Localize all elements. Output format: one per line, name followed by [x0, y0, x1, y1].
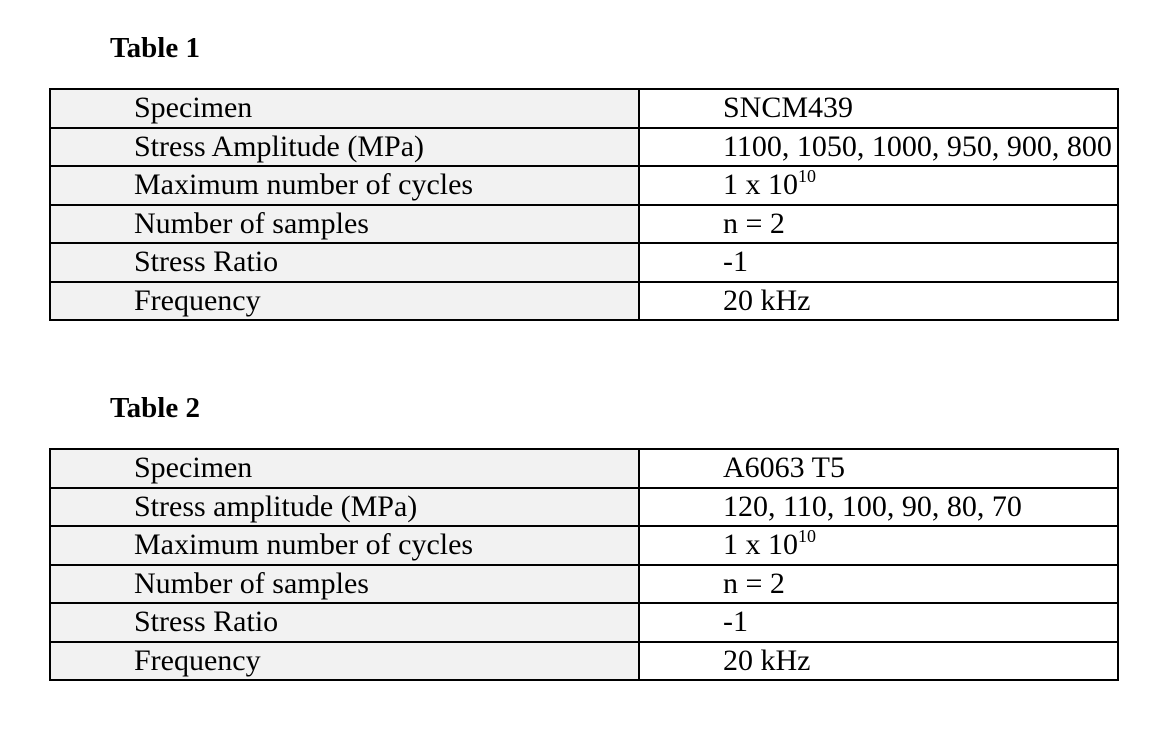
table-2-title: Table 2: [110, 392, 200, 424]
table-row: [50, 166, 1118, 205]
table-row: [50, 642, 1118, 681]
row-value: 120, 110, 100, 90, 80, 70: [639, 488, 1118, 527]
row-label: Specimen: [50, 89, 639, 128]
table-1: [49, 88, 1119, 321]
row-label: Maximum number of cycles: [50, 166, 639, 205]
table-row: [50, 603, 1118, 642]
row-label: Stress Amplitude (MPa): [50, 128, 639, 167]
row-value: -1: [639, 243, 1118, 282]
row-label: Number of samples: [50, 565, 639, 604]
value-exponent: 10: [798, 526, 816, 547]
row-value: 20 kHz: [639, 282, 1118, 321]
row-value: 20 kHz: [639, 642, 1118, 681]
row-label: Maximum number of cycles: [50, 526, 639, 565]
row-value: 1100, 1050, 1000, 950, 900, 800: [639, 128, 1118, 167]
row-label: Stress amplitude (MPa): [50, 488, 639, 527]
table-row: [50, 243, 1118, 282]
row-value: n = 2: [639, 205, 1118, 244]
value-exponent: 10: [798, 166, 816, 187]
row-value: [639, 166, 1118, 205]
row-value: SNCM439: [639, 89, 1118, 128]
table-row: [50, 205, 1118, 244]
row-label: Number of samples: [50, 205, 639, 244]
row-label: Specimen: [50, 449, 639, 488]
table-2: [49, 448, 1119, 681]
row-value: [639, 526, 1118, 565]
row-value: -1: [639, 603, 1118, 642]
table-row: [50, 449, 1118, 488]
row-label: Stress Ratio: [50, 603, 639, 642]
row-value: n = 2: [639, 565, 1118, 604]
table-row: [50, 526, 1118, 565]
table-1-title: Table 1: [110, 32, 200, 64]
table-row: [50, 488, 1118, 527]
table-row: [50, 128, 1118, 167]
value-base: 1 x 10: [723, 168, 798, 202]
row-label: Stress Ratio: [50, 243, 639, 282]
table-row: [50, 565, 1118, 604]
row-label: Frequency: [50, 642, 639, 681]
value-base: 1 x 10: [723, 528, 798, 562]
table-row: [50, 89, 1118, 128]
row-label: Frequency: [50, 282, 639, 321]
table-row: [50, 282, 1118, 321]
row-value: A6063 T5: [639, 449, 1118, 488]
